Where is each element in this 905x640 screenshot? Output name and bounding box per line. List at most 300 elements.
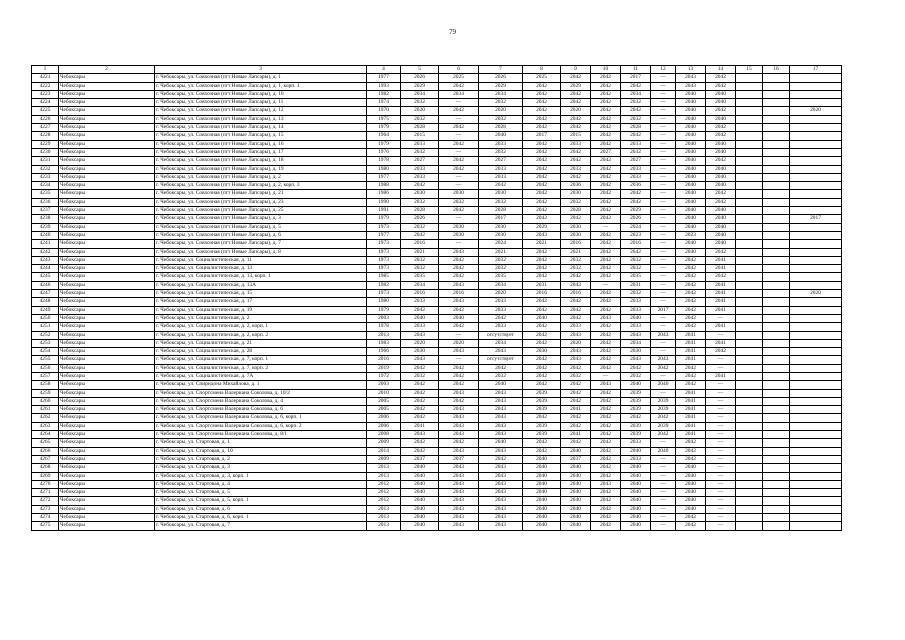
table-cell: [736, 505, 763, 513]
table-cell: 2033: [479, 306, 523, 314]
table-cell: 2041: [401, 422, 439, 430]
table-cell: 2024: [479, 240, 523, 248]
table-cell: Чебоксары: [59, 397, 155, 405]
table-cell: 2042: [439, 82, 479, 90]
table-row: [32, 190, 842, 198]
table-cell: [763, 107, 790, 115]
column-header: 3: [155, 66, 367, 74]
table-cell: 2042: [439, 107, 479, 115]
table-cell: 2042: [401, 439, 439, 447]
table-cell: —: [651, 74, 676, 82]
table-cell: 2040: [676, 215, 706, 223]
table-cell: 2041: [676, 331, 706, 339]
column-header: 15: [736, 66, 763, 74]
table-cell: 2040: [523, 472, 561, 480]
table-cell: 2042: [523, 90, 561, 98]
table-cell: 4263: [32, 422, 59, 430]
table-cell: Чебоксары: [59, 497, 155, 505]
table-cell: [763, 455, 790, 463]
table-cell: 2042: [561, 215, 591, 223]
table-cell: Чебоксары: [59, 82, 155, 90]
table-cell: —: [706, 447, 736, 455]
table-cell: 2032: [401, 265, 439, 273]
table-cell: 2040: [706, 215, 736, 223]
table-cell: 2032: [621, 372, 651, 380]
table-cell: 2043: [439, 298, 479, 306]
table-cell: г. Чебоксары, ул. Стартовая, д. 4: [155, 480, 367, 488]
table-cell: 2040: [676, 90, 706, 98]
table-row: [32, 115, 842, 123]
table-cell: 2016: [621, 240, 651, 248]
table-cell: 2021: [401, 248, 439, 256]
table-cell: 2042: [523, 215, 561, 223]
table-cell: 2042: [591, 455, 621, 463]
table-cell: 2039: [621, 389, 651, 397]
table-cell: 4248: [32, 298, 59, 306]
table-cell: 2033: [401, 298, 439, 306]
table-cell: [790, 389, 842, 397]
table-cell: Чебоксары: [59, 372, 155, 380]
table-cell: 2040: [676, 148, 706, 156]
table-cell: 2042: [676, 306, 706, 314]
table-cell: 2040: [479, 439, 523, 447]
table-cell: [790, 455, 842, 463]
table-cell: [790, 414, 842, 422]
table-cell: Чебоксары: [59, 381, 155, 389]
table-cell: 2041: [706, 372, 736, 380]
table-cell: 2020: [479, 107, 523, 115]
table-cell: 2043: [479, 397, 523, 405]
table-cell: 2040: [401, 514, 439, 522]
table-cell: —: [706, 489, 736, 497]
table-cell: [763, 165, 790, 173]
table-cell: 2009: [367, 455, 401, 463]
table-cell: [736, 140, 763, 148]
table-row: [32, 339, 842, 347]
table-cell: [763, 215, 790, 223]
table-cell: 2027: [401, 157, 439, 165]
table-cell: 2043: [439, 422, 479, 430]
table-cell: —: [651, 265, 676, 273]
table-cell: [736, 148, 763, 156]
table-cell: [736, 124, 763, 132]
table-cell: 2042: [591, 505, 621, 513]
table-cell: [763, 497, 790, 505]
table-cell: —: [706, 472, 736, 480]
table-cell: 2036: [621, 182, 651, 190]
table-cell: Чебоксары: [59, 314, 155, 322]
table-row: [32, 124, 842, 132]
table-cell: 2043: [439, 431, 479, 439]
table-cell: г. Чебоксары, ул. Совхозная (пгт Новые Лапсары), д. 2, корп. 3: [155, 182, 367, 190]
table-cell: —: [591, 223, 621, 231]
table-cell: 4262: [32, 414, 59, 422]
table-cell: [763, 173, 790, 181]
table-cell: 2013: [367, 505, 401, 513]
table-cell: [790, 431, 842, 439]
table-cell: [736, 90, 763, 98]
table-cell: [790, 240, 842, 248]
table-cell: г. Чебоксары, ул. Совхозная (пгт Новые Лапсары), д. 6: [155, 231, 367, 239]
table-cell: [736, 455, 763, 463]
table-cell: —: [651, 372, 676, 380]
table-cell: 4271: [32, 489, 59, 497]
table-cell: 2042: [706, 248, 736, 256]
table-row: [32, 256, 842, 264]
table-cell: [790, 157, 842, 165]
table-row: [32, 406, 842, 414]
table-cell: г. Чебоксары, ул. Спортсмена Валериана Соколова, д. 6, корп. 2: [155, 422, 367, 430]
table-cell: 2042: [439, 256, 479, 264]
table-cell: 4269: [32, 472, 59, 480]
table-cell: 2042: [706, 190, 736, 198]
table-cell: 2043: [676, 74, 706, 82]
table-cell: [763, 323, 790, 331]
table-cell: 2042: [401, 306, 439, 314]
table-cell: [736, 389, 763, 397]
table-cell: [763, 198, 790, 206]
table-cell: 2016: [401, 240, 439, 248]
table-cell: 2043: [676, 82, 706, 90]
table-cell: 2032: [401, 99, 439, 107]
table-cell: 2042: [591, 306, 621, 314]
table-cell: 2042: [401, 397, 439, 405]
table-row: [32, 306, 842, 314]
table-cell: 2040: [561, 505, 591, 513]
table-cell: 2043: [479, 497, 523, 505]
table-cell: 2026: [621, 215, 651, 223]
table-cell: 2042: [523, 364, 561, 372]
table-cell: 2034: [401, 90, 439, 98]
table-cell: 2042: [591, 339, 621, 347]
table-cell: 1973: [367, 248, 401, 256]
table-cell: 2043: [561, 348, 591, 356]
table-row: [32, 381, 842, 389]
table-cell: [790, 265, 842, 273]
table-cell: 2040: [621, 464, 651, 472]
table-cell: 2041: [676, 389, 706, 397]
table-cell: 2042: [591, 248, 621, 256]
table-cell: 4266: [32, 447, 59, 455]
table-cell: —: [651, 248, 676, 256]
table-cell: [736, 447, 763, 455]
table-cell: 2042: [621, 107, 651, 115]
table-cell: 2043: [439, 281, 479, 289]
column-number-row: [32, 66, 842, 74]
table-row: [32, 273, 842, 281]
table-cell: 2043: [439, 464, 479, 472]
table-cell: 2042: [676, 314, 706, 322]
table-cell: 1979: [367, 306, 401, 314]
table-cell: 2034: [479, 339, 523, 347]
table-cell: [736, 431, 763, 439]
table-cell: 4232: [32, 165, 59, 173]
table-cell: 2040: [706, 173, 736, 181]
table-cell: 2042: [401, 406, 439, 414]
table-cell: 2042: [591, 82, 621, 90]
table-cell: Чебоксары: [59, 157, 155, 165]
table-cell: [736, 364, 763, 372]
table-row: [32, 207, 842, 215]
table-cell: [790, 306, 842, 314]
table-cell: 2041: [676, 422, 706, 430]
table-cell: [736, 290, 763, 298]
table-cell: 2040: [676, 223, 706, 231]
table-cell: 2024: [621, 223, 651, 231]
table-cell: —: [651, 323, 676, 331]
table-cell: [736, 339, 763, 347]
table-cell: [790, 165, 842, 173]
table-cell: [763, 414, 790, 422]
table-cell: 2042: [561, 298, 591, 306]
table-cell: [790, 505, 842, 513]
table-cell: [736, 422, 763, 430]
table-cell: 2039: [523, 389, 561, 397]
table-cell: [790, 331, 842, 339]
table-cell: 2042: [676, 323, 706, 331]
table-cell: 2042: [591, 489, 621, 497]
table-row: [32, 198, 842, 206]
table-cell: 2040: [706, 165, 736, 173]
table-cell: 2040: [621, 514, 651, 522]
table-cell: 2033: [561, 165, 591, 173]
table-cell: 2042: [676, 381, 706, 389]
table-cell: 2042: [676, 439, 706, 447]
table-cell: Чебоксары: [59, 140, 155, 148]
table-cell: 2042: [591, 364, 621, 372]
table-cell: Чебоксары: [59, 256, 155, 264]
table-cell: —: [651, 148, 676, 156]
table-cell: 2041: [676, 348, 706, 356]
table-cell: 2030: [439, 223, 479, 231]
table-cell: —: [651, 240, 676, 248]
table-cell: 2032: [479, 256, 523, 264]
table-cell: 2032: [621, 265, 651, 273]
table-cell: —: [651, 165, 676, 173]
table-cell: 2042: [591, 182, 621, 190]
table-cell: Чебоксары: [59, 198, 155, 206]
table-cell: 2032: [479, 198, 523, 206]
table-cell: 2039: [621, 422, 651, 430]
table-cell: 2042: [591, 99, 621, 107]
table-cell: 2042: [621, 364, 651, 372]
table-row: [32, 173, 842, 181]
table-cell: 2042: [621, 414, 651, 422]
table-cell: [736, 215, 763, 223]
table-cell: [763, 90, 790, 98]
table-cell: 2042: [523, 82, 561, 90]
table-cell: [790, 406, 842, 414]
table-cell: [736, 472, 763, 480]
table-cell: 2039: [651, 422, 676, 430]
table-cell: [790, 190, 842, 198]
table-cell: 2040: [706, 99, 736, 107]
table-cell: 2025: [439, 74, 479, 82]
table-cell: 2040: [523, 497, 561, 505]
table-cell: [790, 148, 842, 156]
table-cell: —: [706, 406, 736, 414]
table-cell: 2043: [439, 348, 479, 356]
table-cell: 2040: [621, 522, 651, 530]
table-cell: —: [706, 439, 736, 447]
table-cell: [763, 190, 790, 198]
table-cell: 4233: [32, 173, 59, 181]
table-cell: 2042: [591, 173, 621, 181]
table-cell: 2036: [561, 182, 591, 190]
table-cell: 2042: [591, 115, 621, 123]
table-cell: 2043: [479, 348, 523, 356]
table-cell: [763, 306, 790, 314]
table-cell: —: [651, 207, 676, 215]
table-cell: 2042: [401, 381, 439, 389]
table-cell: [736, 522, 763, 530]
table-cell: 1983: [367, 339, 401, 347]
table-cell: 2012: [367, 489, 401, 497]
table-cell: [763, 522, 790, 530]
column-header: 7: [479, 66, 523, 74]
table-cell: —: [651, 314, 676, 322]
table-cell: 2013: [367, 514, 401, 522]
table-cell: 2040: [621, 489, 651, 497]
table-cell: г. Чебоксары, ул. Спиридона Михайлова, д. 1: [155, 381, 367, 389]
table-cell: [736, 372, 763, 380]
table-row: [32, 348, 842, 356]
table-cell: 2040: [676, 489, 706, 497]
table-cell: [763, 381, 790, 389]
table-cell: 2028: [621, 124, 651, 132]
table-cell: 2042: [523, 339, 561, 347]
table-cell: —: [439, 115, 479, 123]
table-cell: г. Чебоксары, ул. Стартовая, д. 6: [155, 505, 367, 513]
table-cell: 2013: [367, 331, 401, 339]
table-cell: 2042: [591, 406, 621, 414]
table-cell: г. Чебоксары, ул. Стартовая, д. 1: [155, 439, 367, 447]
table-cell: —: [651, 256, 676, 264]
table-cell: [790, 231, 842, 239]
table-cell: 2041: [706, 265, 736, 273]
table-cell: 2040: [676, 497, 706, 505]
table-cell: 2043: [479, 406, 523, 414]
table-cell: 2040: [676, 182, 706, 190]
table-cell: 2040: [676, 107, 706, 115]
table-cell: 2042: [439, 397, 479, 405]
table-cell: 2040: [706, 231, 736, 239]
table-cell: 2030: [479, 231, 523, 239]
table-cell: [790, 339, 842, 347]
table-cell: 2043: [621, 356, 651, 364]
table-cell: 2042: [561, 90, 591, 98]
table-cell: 2028: [401, 124, 439, 132]
table-cell: 1985: [367, 273, 401, 281]
table-cell: [736, 223, 763, 231]
table-cell: 2042: [591, 132, 621, 140]
table-cell: 2032: [621, 115, 651, 123]
table-cell: 2042: [439, 157, 479, 165]
table-cell: [763, 132, 790, 140]
table-cell: 2042: [561, 306, 591, 314]
table-cell: 2042: [561, 115, 591, 123]
table-cell: 2014: [367, 447, 401, 455]
table-row: [32, 132, 842, 140]
table-cell: 2034: [439, 90, 479, 98]
table-cell: 2042: [523, 439, 561, 447]
table-cell: 2042: [561, 381, 591, 389]
table-cell: г. Чебоксары, ул. Совхозная (пгт Новые Лапсары), д. 15: [155, 132, 367, 140]
table-row: [32, 107, 842, 115]
table-cell: 4246: [32, 281, 59, 289]
table-cell: 2040: [676, 132, 706, 140]
table-cell: 2031: [523, 281, 561, 289]
table-cell: 1978: [367, 323, 401, 331]
table-cell: [790, 273, 842, 281]
table-cell: 2040: [676, 248, 706, 256]
table-cell: Чебоксары: [59, 356, 155, 364]
column-header: 6: [439, 66, 479, 74]
table-cell: —: [651, 298, 676, 306]
table-cell: г. Чебоксары, ул. Совхозная (пгт Новые Лапсары), д. 14: [155, 124, 367, 132]
table-cell: Чебоксары: [59, 74, 155, 82]
table-row: [32, 231, 842, 239]
table-cell: [763, 331, 790, 339]
table-cell: 2042: [561, 389, 591, 397]
table-cell: 2019: [367, 364, 401, 372]
table-cell: 4228: [32, 132, 59, 140]
table-cell: 2042: [523, 323, 561, 331]
table-cell: 2042: [401, 447, 439, 455]
table-cell: 2042: [439, 265, 479, 273]
table-cell: г. Чебоксары, ул. Совхозная (пгт Новые Лапсары), д. 16: [155, 140, 367, 148]
table-cell: г. Чебоксары, ул. Социалистическая, д. 2, корп. 2: [155, 331, 367, 339]
table-row: [32, 82, 842, 90]
table-cell: [763, 348, 790, 356]
table-cell: 2040: [523, 480, 561, 488]
table-cell: —: [651, 464, 676, 472]
table-cell: 2030: [523, 348, 561, 356]
table-cell: г. Чебоксары, ул. Совхозная (пгт Новые Лапсары), д. 2: [155, 173, 367, 181]
table-cell: [790, 132, 842, 140]
table-cell: 2042: [401, 182, 439, 190]
table-cell: г. Чебоксары, ул. Социалистическая, д. 17: [155, 298, 367, 306]
table-cell: 2042: [523, 265, 561, 273]
table-cell: 2040: [561, 447, 591, 455]
table-cell: 2042: [591, 190, 621, 198]
table-cell: 2016: [367, 356, 401, 364]
table-cell: [736, 107, 763, 115]
table-cell: 2041: [676, 406, 706, 414]
table-cell: 2032: [621, 99, 651, 107]
table-cell: 2016: [561, 240, 591, 248]
table-cell: [763, 82, 790, 90]
table-cell: 4253: [32, 339, 59, 347]
table-cell: [763, 397, 790, 405]
table-cell: 4236: [32, 198, 59, 206]
table-cell: 4224: [32, 99, 59, 107]
table-cell: 2003: [367, 381, 401, 389]
table-cell: 2043: [439, 497, 479, 505]
table-cell: [736, 157, 763, 165]
table-cell: 2041: [676, 356, 706, 364]
table-row: [32, 240, 842, 248]
table-cell: Чебоксары: [59, 439, 155, 447]
table-cell: 2040: [401, 522, 439, 530]
table-cell: 1973: [367, 223, 401, 231]
table-cell: 2033: [479, 323, 523, 331]
table-cell: 2043: [591, 480, 621, 488]
table-cell: 2003: [367, 314, 401, 322]
table-cell: 2033: [621, 298, 651, 306]
table-cell: 2042: [591, 331, 621, 339]
table-cell: 1973: [367, 265, 401, 273]
